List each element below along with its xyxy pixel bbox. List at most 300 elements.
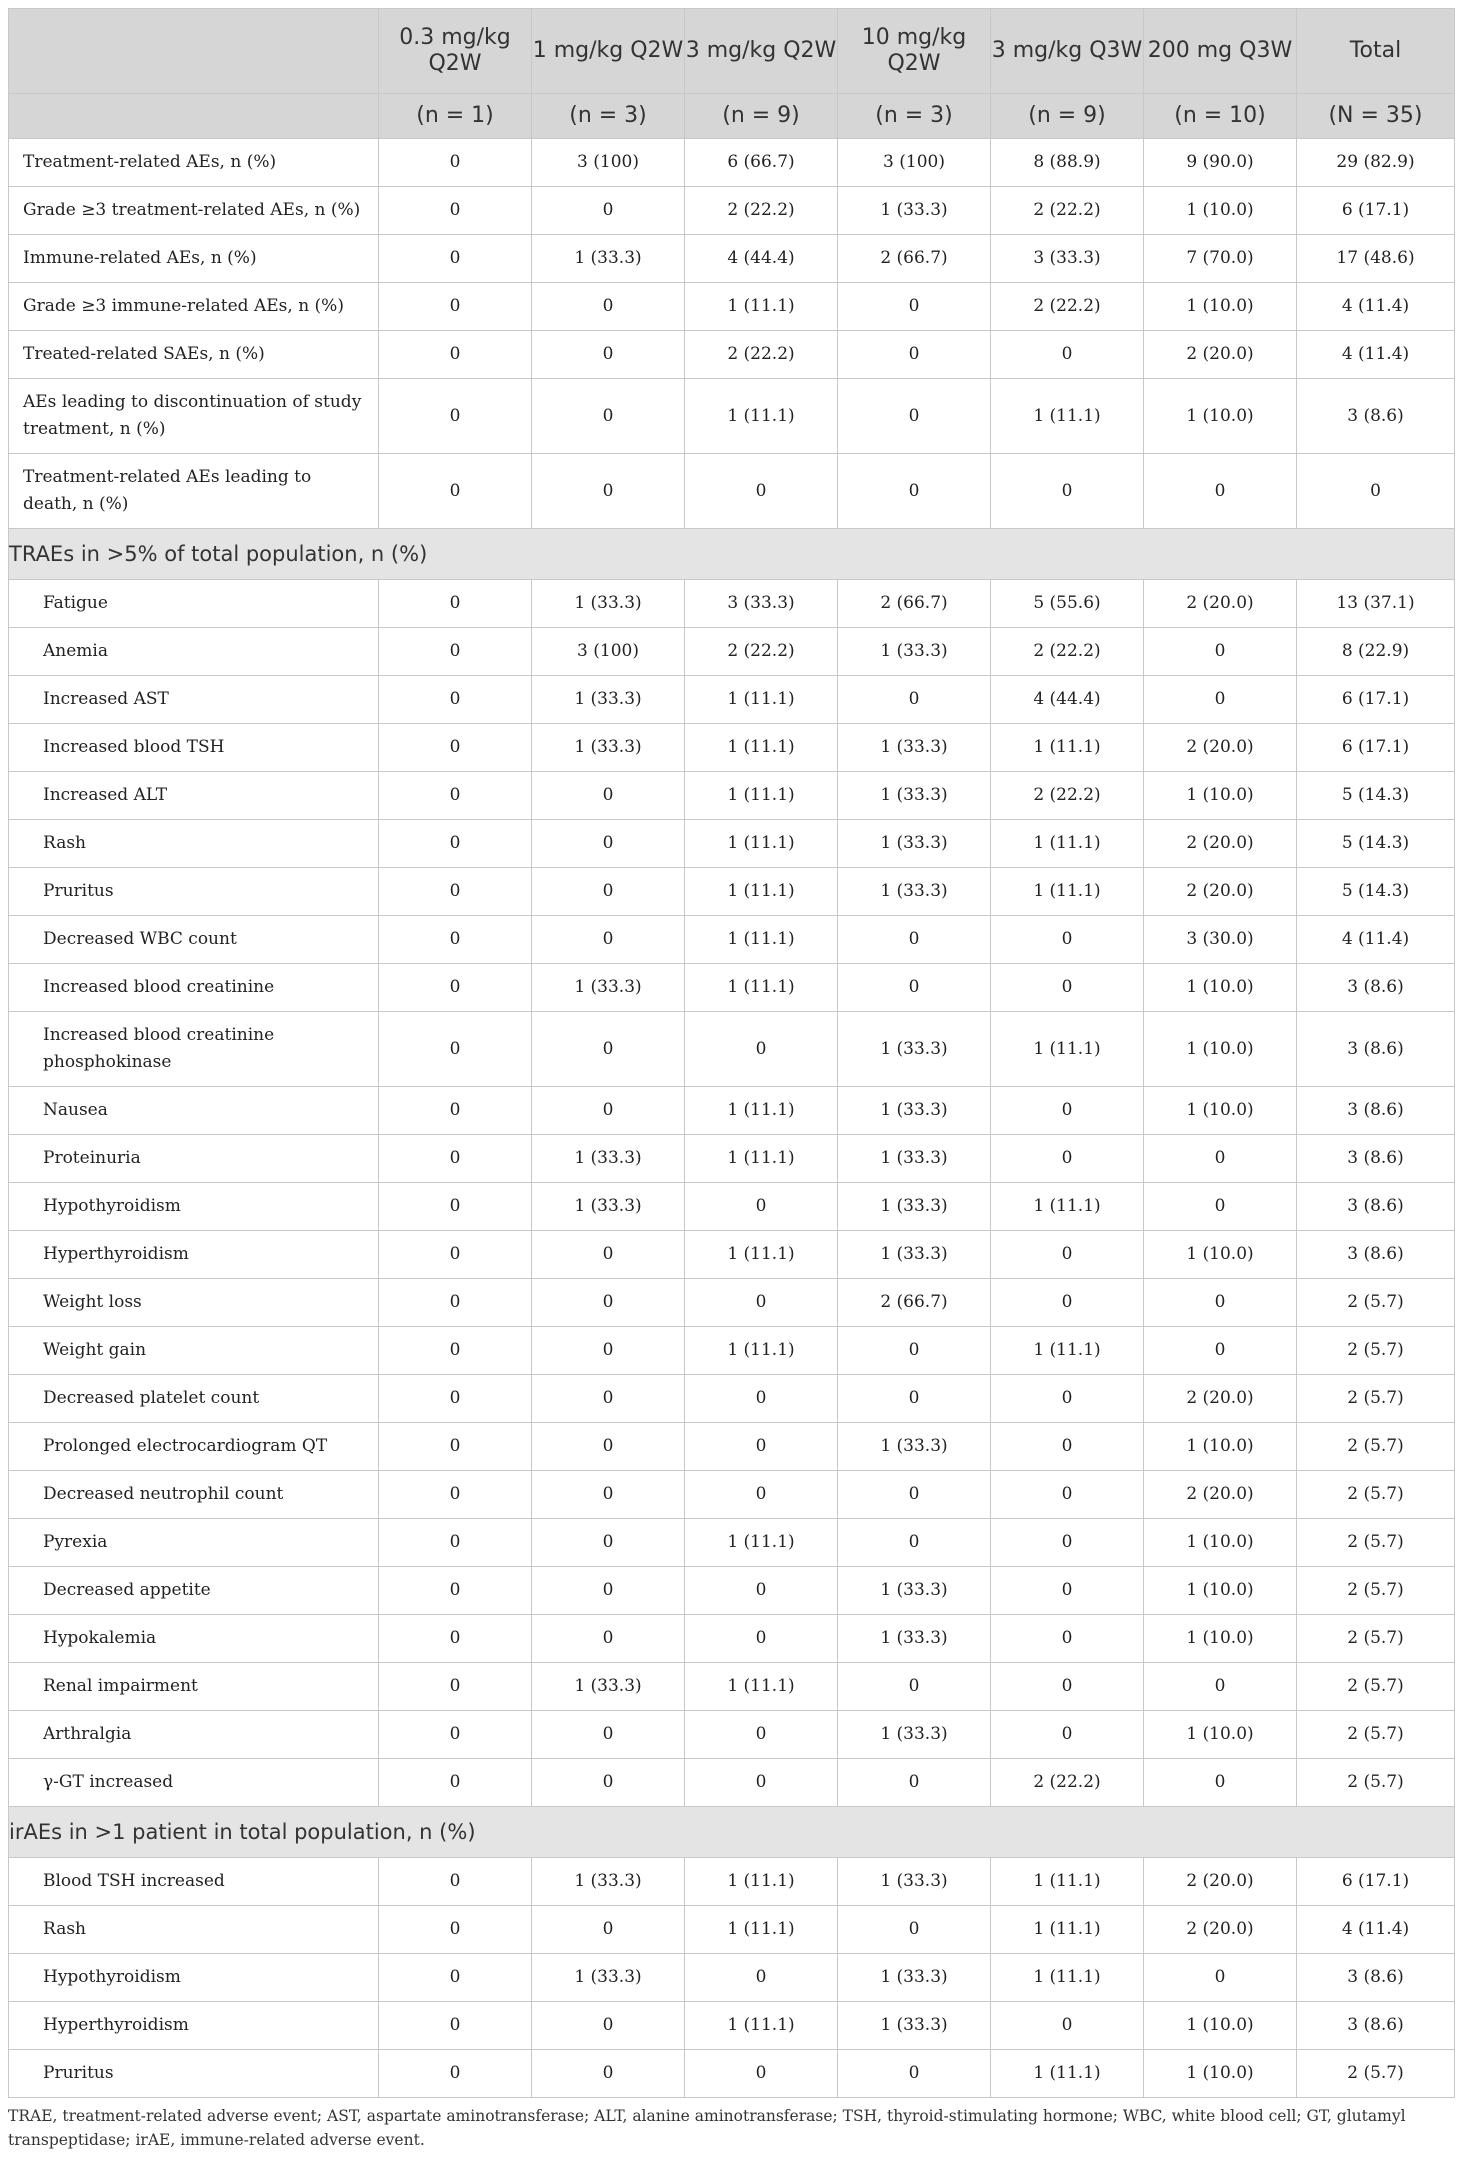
value-cell: 4 (44.4) bbox=[991, 676, 1144, 724]
value-cell: 8 (88.9) bbox=[991, 139, 1144, 187]
value-cell: 0 bbox=[379, 580, 532, 628]
value-cell: 1 (33.3) bbox=[838, 1087, 991, 1135]
value-cell: 0 bbox=[1144, 1663, 1297, 1711]
value-cell: 0 bbox=[532, 331, 685, 379]
value-cell: 0 bbox=[379, 1615, 532, 1663]
value-cell: 1 (10.0) bbox=[1144, 1615, 1297, 1663]
value-cell: 0 bbox=[532, 187, 685, 235]
header-cell: 3 mg/kg Q3W bbox=[991, 9, 1144, 94]
value-cell: 0 bbox=[379, 964, 532, 1012]
value-cell: 1 (33.3) bbox=[532, 1663, 685, 1711]
value-cell: 0 bbox=[1297, 454, 1455, 529]
value-cell: 2 (5.7) bbox=[1297, 2050, 1455, 2098]
header-cell: (n = 10) bbox=[1144, 94, 1297, 139]
table-row bbox=[9, 916, 1455, 964]
value-cell: 0 bbox=[379, 1759, 532, 1807]
row-label: Treated-related SAEs, n (%) bbox=[9, 331, 379, 379]
row-label: Increased ALT bbox=[9, 772, 379, 820]
value-cell: 0 bbox=[838, 1519, 991, 1567]
value-cell: 2 (5.7) bbox=[1297, 1423, 1455, 1471]
value-cell: 0 bbox=[532, 1567, 685, 1615]
value-cell: 0 bbox=[991, 1519, 1144, 1567]
value-cell: 2 (5.7) bbox=[1297, 1375, 1455, 1423]
row-label: Hypokalemia bbox=[9, 1615, 379, 1663]
value-cell: 1 (11.1) bbox=[685, 772, 838, 820]
table-row bbox=[9, 676, 1455, 724]
value-cell: 3 (100) bbox=[532, 628, 685, 676]
table-row bbox=[9, 1759, 1455, 1807]
value-cell: 1 (33.3) bbox=[838, 1858, 991, 1906]
row-label: Blood TSH increased bbox=[9, 1858, 379, 1906]
value-cell: 3 (100) bbox=[838, 139, 991, 187]
value-cell: 0 bbox=[838, 2050, 991, 2098]
value-cell: 6 (66.7) bbox=[685, 139, 838, 187]
value-cell: 0 bbox=[379, 1663, 532, 1711]
value-cell: 3 (33.3) bbox=[685, 580, 838, 628]
value-cell: 1 (11.1) bbox=[991, 868, 1144, 916]
header-cell: (n = 1) bbox=[379, 94, 532, 139]
value-cell: 1 (33.3) bbox=[838, 868, 991, 916]
value-cell: 0 bbox=[838, 1375, 991, 1423]
value-cell: 0 bbox=[532, 916, 685, 964]
value-cell: 2 (5.7) bbox=[1297, 1519, 1455, 1567]
value-cell: 3 (8.6) bbox=[1297, 1135, 1455, 1183]
value-cell: 2 (5.7) bbox=[1297, 1711, 1455, 1759]
value-cell: 4 (11.4) bbox=[1297, 916, 1455, 964]
value-cell: 0 bbox=[379, 2050, 532, 2098]
table-row bbox=[9, 1858, 1455, 1906]
value-cell: 2 (20.0) bbox=[1144, 820, 1297, 868]
value-cell: 1 (10.0) bbox=[1144, 772, 1297, 820]
header-cell: Total bbox=[1297, 9, 1455, 94]
value-cell: 2 (20.0) bbox=[1144, 580, 1297, 628]
value-cell: 1 (33.3) bbox=[838, 1135, 991, 1183]
value-cell: 1 (33.3) bbox=[838, 1183, 991, 1231]
value-cell: 1 (11.1) bbox=[685, 2002, 838, 2050]
value-cell: 1 (11.1) bbox=[685, 868, 838, 916]
value-cell: 13 (37.1) bbox=[1297, 580, 1455, 628]
row-label: Anemia bbox=[9, 628, 379, 676]
value-cell: 0 bbox=[1144, 1183, 1297, 1231]
value-cell: 1 (10.0) bbox=[1144, 964, 1297, 1012]
table-row bbox=[9, 820, 1455, 868]
value-cell: 1 (33.3) bbox=[838, 1615, 991, 1663]
table-row bbox=[9, 628, 1455, 676]
value-cell: 7 (70.0) bbox=[1144, 235, 1297, 283]
value-cell: 1 (11.1) bbox=[991, 820, 1144, 868]
value-cell: 1 (33.3) bbox=[838, 1954, 991, 2002]
value-cell: 1 (10.0) bbox=[1144, 1711, 1297, 1759]
value-cell: 0 bbox=[379, 331, 532, 379]
value-cell: 0 bbox=[379, 2002, 532, 2050]
table-row bbox=[9, 964, 1455, 1012]
trae-section-header bbox=[9, 529, 1455, 580]
value-cell: 0 bbox=[838, 283, 991, 331]
value-cell: 2 (5.7) bbox=[1297, 1279, 1455, 1327]
value-cell: 1 (10.0) bbox=[1144, 1423, 1297, 1471]
value-cell: 1 (11.1) bbox=[991, 724, 1144, 772]
value-cell: 1 (33.3) bbox=[838, 628, 991, 676]
row-label: Grade ≥3 immune-related AEs, n (%) bbox=[9, 283, 379, 331]
value-cell: 2 (22.2) bbox=[991, 187, 1144, 235]
header-cell: 200 mg Q3W bbox=[1144, 9, 1297, 94]
table-row bbox=[9, 580, 1455, 628]
value-cell: 5 (55.6) bbox=[991, 580, 1144, 628]
table-row bbox=[9, 1135, 1455, 1183]
value-cell: 2 (66.7) bbox=[838, 1279, 991, 1327]
value-cell: 0 bbox=[379, 676, 532, 724]
value-cell: 1 (11.1) bbox=[685, 724, 838, 772]
row-label: Treatment-related AEs, n (%) bbox=[9, 139, 379, 187]
value-cell: 1 (11.1) bbox=[991, 1327, 1144, 1375]
value-cell: 0 bbox=[838, 1471, 991, 1519]
row-label: Fatigue bbox=[9, 580, 379, 628]
value-cell: 2 (22.2) bbox=[991, 1759, 1144, 1807]
value-cell: 0 bbox=[532, 1471, 685, 1519]
value-cell: 0 bbox=[1144, 1954, 1297, 2002]
row-label: Treatment-related AEs leading to death, n (%) bbox=[9, 454, 379, 529]
value-cell: 0 bbox=[838, 1906, 991, 1954]
table-row bbox=[9, 2050, 1455, 2098]
value-cell: 1 (33.3) bbox=[838, 1567, 991, 1615]
value-cell: 29 (82.9) bbox=[1297, 139, 1455, 187]
value-cell: 0 bbox=[991, 1375, 1144, 1423]
value-cell: 1 (10.0) bbox=[1144, 283, 1297, 331]
value-cell: 0 bbox=[991, 1423, 1144, 1471]
table-row bbox=[9, 1615, 1455, 1663]
value-cell: 1 (11.1) bbox=[991, 1858, 1144, 1906]
value-cell: 0 bbox=[838, 916, 991, 964]
value-cell: 0 bbox=[532, 1375, 685, 1423]
value-cell: 1 (10.0) bbox=[1144, 187, 1297, 235]
value-cell: 2 (20.0) bbox=[1144, 331, 1297, 379]
value-cell: 0 bbox=[1144, 454, 1297, 529]
value-cell: 1 (33.3) bbox=[838, 772, 991, 820]
table-row bbox=[9, 139, 1455, 187]
value-cell: 0 bbox=[685, 1954, 838, 2002]
value-cell: 0 bbox=[379, 1519, 532, 1567]
value-cell: 3 (8.6) bbox=[1297, 964, 1455, 1012]
value-cell: 3 (8.6) bbox=[1297, 2002, 1455, 2050]
value-cell: 0 bbox=[532, 1087, 685, 1135]
table-row bbox=[9, 187, 1455, 235]
value-cell: 1 (11.1) bbox=[685, 283, 838, 331]
value-cell: 1 (33.3) bbox=[838, 1231, 991, 1279]
value-cell: 0 bbox=[838, 1327, 991, 1375]
table-row bbox=[9, 379, 1455, 454]
value-cell: 2 (66.7) bbox=[838, 580, 991, 628]
table-row bbox=[9, 1519, 1455, 1567]
section-row-traes bbox=[9, 529, 1455, 580]
value-cell: 1 (10.0) bbox=[1144, 2050, 1297, 2098]
value-cell: 0 bbox=[838, 1663, 991, 1711]
value-cell: 0 bbox=[1144, 1327, 1297, 1375]
value-cell: 0 bbox=[379, 235, 532, 283]
table-row bbox=[9, 1183, 1455, 1231]
table-row bbox=[9, 2002, 1455, 2050]
value-cell: 0 bbox=[532, 1327, 685, 1375]
header-cell: (n = 9) bbox=[685, 94, 838, 139]
value-cell: 0 bbox=[685, 454, 838, 529]
value-cell: 0 bbox=[532, 454, 685, 529]
value-cell: 0 bbox=[991, 1711, 1144, 1759]
value-cell: 0 bbox=[532, 2050, 685, 2098]
summary-section bbox=[9, 139, 1455, 529]
header-cell: (n = 9) bbox=[991, 94, 1144, 139]
value-cell: 0 bbox=[532, 1231, 685, 1279]
value-cell: 0 bbox=[838, 964, 991, 1012]
value-cell: 0 bbox=[991, 1279, 1144, 1327]
value-cell: 6 (17.1) bbox=[1297, 1858, 1455, 1906]
value-cell: 1 (33.3) bbox=[532, 1858, 685, 1906]
value-cell: 1 (11.1) bbox=[991, 1954, 1144, 2002]
row-label: Arthralgia bbox=[9, 1711, 379, 1759]
table-row bbox=[9, 1012, 1455, 1087]
value-cell: 0 bbox=[532, 1423, 685, 1471]
value-cell: 0 bbox=[838, 1759, 991, 1807]
value-cell: 1 (11.1) bbox=[685, 964, 838, 1012]
value-cell: 0 bbox=[1144, 628, 1297, 676]
value-cell: 1 (33.3) bbox=[532, 676, 685, 724]
value-cell: 0 bbox=[379, 772, 532, 820]
value-cell: 0 bbox=[991, 1231, 1144, 1279]
value-cell: 0 bbox=[532, 1906, 685, 1954]
value-cell: 0 bbox=[379, 1906, 532, 1954]
value-cell: 2 (22.2) bbox=[685, 331, 838, 379]
row-label: Increased AST bbox=[9, 676, 379, 724]
header-cell: (n = 3) bbox=[532, 94, 685, 139]
value-cell: 0 bbox=[532, 1615, 685, 1663]
row-label: AEs leading to discontinuation of study treatment, n (%) bbox=[9, 379, 379, 454]
value-cell: 1 (33.3) bbox=[838, 2002, 991, 2050]
value-cell: 0 bbox=[685, 1423, 838, 1471]
value-cell: 3 (100) bbox=[532, 139, 685, 187]
value-cell: 2 (5.7) bbox=[1297, 1663, 1455, 1711]
value-cell: 0 bbox=[532, 379, 685, 454]
value-cell: 0 bbox=[532, 868, 685, 916]
value-cell: 3 (33.3) bbox=[991, 235, 1144, 283]
row-label: Nausea bbox=[9, 1087, 379, 1135]
row-label: Hypothyroidism bbox=[9, 1183, 379, 1231]
value-cell: 0 bbox=[379, 1375, 532, 1423]
row-label: Decreased platelet count bbox=[9, 1375, 379, 1423]
value-cell: 0 bbox=[379, 1279, 532, 1327]
value-cell: 0 bbox=[379, 1954, 532, 2002]
value-cell: 0 bbox=[838, 454, 991, 529]
value-cell: 0 bbox=[838, 331, 991, 379]
table-row bbox=[9, 1087, 1455, 1135]
row-label: Decreased WBC count bbox=[9, 916, 379, 964]
row-label: Proteinuria bbox=[9, 1135, 379, 1183]
value-cell: 0 bbox=[838, 379, 991, 454]
value-cell: 1 (33.3) bbox=[838, 724, 991, 772]
table-row bbox=[9, 331, 1455, 379]
header-cell: (N = 35) bbox=[1297, 94, 1455, 139]
value-cell: 1 (11.1) bbox=[685, 1231, 838, 1279]
irae-section bbox=[9, 1858, 1455, 2098]
value-cell: 2 (20.0) bbox=[1144, 724, 1297, 772]
value-cell: 3 (8.6) bbox=[1297, 1954, 1455, 2002]
value-cell: 4 (11.4) bbox=[1297, 283, 1455, 331]
value-cell: 0 bbox=[379, 1858, 532, 1906]
value-cell: 0 bbox=[532, 1711, 685, 1759]
value-cell: 0 bbox=[991, 331, 1144, 379]
value-cell: 1 (33.3) bbox=[838, 820, 991, 868]
value-cell: 2 (20.0) bbox=[1144, 1858, 1297, 1906]
value-cell: 0 bbox=[1144, 676, 1297, 724]
row-label: Increased blood creatinine bbox=[9, 964, 379, 1012]
value-cell: 4 (44.4) bbox=[685, 235, 838, 283]
value-cell: 0 bbox=[379, 1231, 532, 1279]
value-cell: 0 bbox=[685, 1711, 838, 1759]
value-cell: 1 (11.1) bbox=[685, 379, 838, 454]
value-cell: 3 (8.6) bbox=[1297, 1012, 1455, 1087]
row-label: Pyrexia bbox=[9, 1519, 379, 1567]
value-cell: 3 (8.6) bbox=[1297, 1087, 1455, 1135]
row-label: Decreased neutrophil count bbox=[9, 1471, 379, 1519]
row-label: Weight gain bbox=[9, 1327, 379, 1375]
adverse-events-table bbox=[8, 8, 1455, 2098]
value-cell: 0 bbox=[991, 1663, 1144, 1711]
row-label: Weight loss bbox=[9, 1279, 379, 1327]
value-cell: 0 bbox=[1144, 1135, 1297, 1183]
value-cell: 1 (33.3) bbox=[838, 1423, 991, 1471]
value-cell: 0 bbox=[991, 1087, 1144, 1135]
value-cell: 2 (20.0) bbox=[1144, 1906, 1297, 1954]
value-cell: 3 (30.0) bbox=[1144, 916, 1297, 964]
row-label: Rash bbox=[9, 1906, 379, 1954]
value-cell: 0 bbox=[379, 1327, 532, 1375]
value-cell: 1 (33.3) bbox=[838, 1711, 991, 1759]
table-row bbox=[9, 1471, 1455, 1519]
value-cell: 0 bbox=[685, 1471, 838, 1519]
value-cell: 0 bbox=[685, 2050, 838, 2098]
value-cell: 2 (22.2) bbox=[991, 283, 1144, 331]
row-label: Decreased appetite bbox=[9, 1567, 379, 1615]
table-footnote: TRAE, treatment-related adverse event; AST, aspartate aminotransferase; ALT, alanine aminotransferase; TSH, thyroid-stimulating hormone; WBC, white blood cell; GT, glutamyl transpeptidase; irAE, immune-related adverse event. bbox=[8, 2107, 1406, 2149]
value-cell: 2 (20.0) bbox=[1144, 1471, 1297, 1519]
value-cell: 2 (66.7) bbox=[838, 235, 991, 283]
value-cell: 0 bbox=[685, 1567, 838, 1615]
value-cell: 0 bbox=[532, 1519, 685, 1567]
value-cell: 1 (11.1) bbox=[685, 1519, 838, 1567]
value-cell: 0 bbox=[532, 772, 685, 820]
row-label: Pruritus bbox=[9, 868, 379, 916]
table-row bbox=[9, 868, 1455, 916]
value-cell: 0 bbox=[379, 868, 532, 916]
value-cell: 1 (10.0) bbox=[1144, 2002, 1297, 2050]
value-cell: 1 (10.0) bbox=[1144, 1231, 1297, 1279]
value-cell: 0 bbox=[991, 1615, 1144, 1663]
value-cell: 0 bbox=[532, 1759, 685, 1807]
value-cell: 1 (10.0) bbox=[1144, 1087, 1297, 1135]
row-label: Rash bbox=[9, 820, 379, 868]
value-cell: 0 bbox=[532, 283, 685, 331]
value-cell: 0 bbox=[379, 1087, 532, 1135]
table-row bbox=[9, 1231, 1455, 1279]
value-cell: 0 bbox=[838, 676, 991, 724]
value-cell: 9 (90.0) bbox=[1144, 139, 1297, 187]
table-row bbox=[9, 1954, 1455, 2002]
row-label: Hyperthyroidism bbox=[9, 2002, 379, 2050]
trae-section bbox=[9, 580, 1455, 1807]
value-cell: 0 bbox=[532, 2002, 685, 2050]
header-cell: 10 mg/kg Q2W bbox=[838, 9, 991, 94]
header-corner bbox=[9, 94, 379, 139]
value-cell: 0 bbox=[379, 1183, 532, 1231]
value-cell: 5 (14.3) bbox=[1297, 820, 1455, 868]
value-cell: 0 bbox=[1144, 1759, 1297, 1807]
value-cell: 0 bbox=[379, 1711, 532, 1759]
value-cell: 1 (33.3) bbox=[838, 1012, 991, 1087]
value-cell: 0 bbox=[379, 1012, 532, 1087]
value-cell: 1 (11.1) bbox=[991, 1012, 1144, 1087]
row-label: Pruritus bbox=[9, 2050, 379, 2098]
header-cell: 3 mg/kg Q2W bbox=[685, 9, 838, 94]
header-row-dose bbox=[9, 9, 1455, 94]
value-cell: 2 (5.7) bbox=[1297, 1471, 1455, 1519]
table-row bbox=[9, 1906, 1455, 1954]
table-row bbox=[9, 1567, 1455, 1615]
value-cell: 0 bbox=[532, 1012, 685, 1087]
row-label: Renal impairment bbox=[9, 1663, 379, 1711]
section-title: TRAEs in >5% of total population, n (%) bbox=[9, 529, 1455, 580]
value-cell: 17 (48.6) bbox=[1297, 235, 1455, 283]
value-cell: 8 (22.9) bbox=[1297, 628, 1455, 676]
value-cell: 1 (10.0) bbox=[1144, 379, 1297, 454]
value-cell: 1 (11.1) bbox=[991, 1906, 1144, 1954]
value-cell: 0 bbox=[379, 283, 532, 331]
header-corner bbox=[9, 9, 379, 94]
table-row bbox=[9, 1663, 1455, 1711]
value-cell: 0 bbox=[685, 1279, 838, 1327]
value-cell: 0 bbox=[685, 1375, 838, 1423]
section-row-iraes bbox=[9, 1807, 1455, 1858]
value-cell: 0 bbox=[685, 1012, 838, 1087]
value-cell: 2 (22.2) bbox=[991, 772, 1144, 820]
value-cell: 0 bbox=[379, 379, 532, 454]
table-row bbox=[9, 454, 1455, 529]
value-cell: 0 bbox=[685, 1759, 838, 1807]
value-cell: 1 (11.1) bbox=[685, 1906, 838, 1954]
header-cell: (n = 3) bbox=[838, 94, 991, 139]
value-cell: 2 (5.7) bbox=[1297, 1759, 1455, 1807]
value-cell: 1 (11.1) bbox=[685, 1858, 838, 1906]
value-cell: 2 (20.0) bbox=[1144, 1375, 1297, 1423]
value-cell: 6 (17.1) bbox=[1297, 187, 1455, 235]
value-cell: 0 bbox=[379, 628, 532, 676]
row-label: Hypothyroidism bbox=[9, 1954, 379, 2002]
value-cell: 0 bbox=[991, 1567, 1144, 1615]
irae-section-header bbox=[9, 1807, 1455, 1858]
value-cell: 1 (33.3) bbox=[532, 1954, 685, 2002]
value-cell: 0 bbox=[991, 1471, 1144, 1519]
value-cell: 0 bbox=[532, 820, 685, 868]
value-cell: 0 bbox=[379, 1567, 532, 1615]
value-cell: 1 (11.1) bbox=[685, 1327, 838, 1375]
section-title: irAEs in >1 patient in total population, n (%) bbox=[9, 1807, 1455, 1858]
value-cell: 3 (8.6) bbox=[1297, 379, 1455, 454]
value-cell: 1 (11.1) bbox=[991, 2050, 1144, 2098]
value-cell: 5 (14.3) bbox=[1297, 772, 1455, 820]
table-row bbox=[9, 772, 1455, 820]
value-cell: 0 bbox=[991, 454, 1144, 529]
value-cell: 0 bbox=[379, 1135, 532, 1183]
value-cell: 0 bbox=[379, 187, 532, 235]
value-cell: 5 (14.3) bbox=[1297, 868, 1455, 916]
value-cell: 1 (11.1) bbox=[685, 1135, 838, 1183]
value-cell: 4 (11.4) bbox=[1297, 331, 1455, 379]
